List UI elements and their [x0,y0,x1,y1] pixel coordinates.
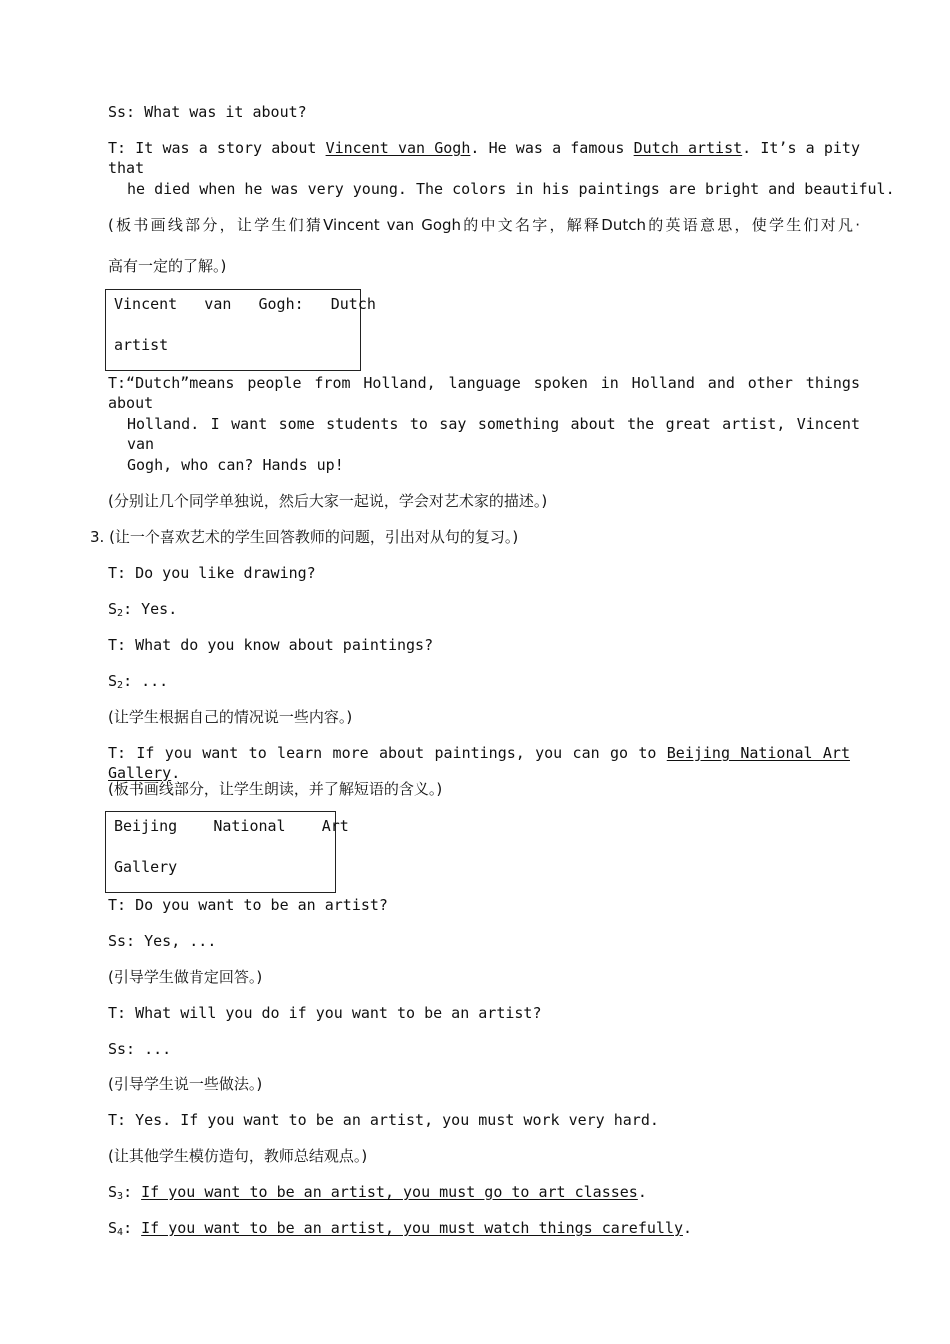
dialogue-line [108,743,850,783]
teaching-note: (板书画线部分，让学生们猜Vincent van Gogh的中文名字，解释Dutch的英语意思，使学生们对凡· [108,216,860,234]
speaker: S [108,1219,118,1237]
teaching-note: (引导学生说一些做法。) [108,1075,263,1093]
text-span: T: It was a story about [108,139,326,157]
speaker-subscript: 2 [117,608,124,619]
teaching-note: (分别让几个同学单独说，然后大家一起说，学会对艺术家的描述。) [108,492,548,510]
speaker-subscript: 4 [117,1227,124,1238]
text-span: : ... [123,672,169,690]
teaching-note: (引导学生做肯定回答。) [108,968,263,986]
text-span: : [123,1183,142,1201]
dialogue-line: T: Do you want to be an artist? [108,896,388,914]
teaching-note: (让其他学生模仿造句，教师总结观点。) [108,1147,368,1165]
teaching-note: 高有一定的了解。) [108,257,227,275]
dialogue-line: Gogh, who can? Hands up! [127,456,344,474]
underlined-term: Beijing National Art Gallery [108,744,850,782]
dialogue-line [108,138,860,178]
speaker: S [108,600,118,618]
teaching-note: (板书画线部分，让学生朗读，并了解短语的含义。) [108,780,443,798]
box-text: artist [114,336,169,354]
dialogue-line: T: What will you do if you want to be an artist? [108,1004,542,1022]
text-span: . [682,1219,693,1237]
box-text: Gallery [114,858,178,876]
blackboard-box [105,289,376,371]
underlined-term: Vincent van Gogh [325,139,471,157]
dialogue-line: Ss: Yes, ... [108,932,217,950]
dialogue-line: T: Yes. If you want to be an artist, you must work very hard. [108,1111,659,1129]
dialogue-line [108,1218,692,1243]
underlined-term: Dutch artist [633,139,743,157]
speaker-subscript: 2 [117,680,124,691]
text-span: T: If you want to learn more about paintings, you can go to [108,744,667,762]
speaker-subscript: 3 [117,1191,124,1202]
dialogue-line [108,671,168,696]
underlined-sentence: If you want to be an artist, you must go to art classes [141,1183,638,1201]
section-heading: 3. (让一个喜欢艺术的学生回答教师的问题，引出对从句的复习。) [90,528,519,546]
underlined-sentence: If you want to be an artist, you must watch things carefully [141,1219,683,1237]
dialogue-line: T:“Dutch”means people from Holland, language spoken in Holland and other things about [108,374,860,412]
speaker: S [108,672,118,690]
teaching-note: (让学生根据自己的情况说一些内容。) [108,708,353,726]
dialogue-line [108,1182,647,1207]
speaker: S [108,1183,118,1201]
dialogue-line: Ss: ... [108,1040,172,1058]
box-text: Vincent van Gogh: Dutch [114,295,376,313]
text-span: . [637,1183,647,1201]
box-text: Beijing National Art [114,817,349,835]
text-span: : [123,1219,142,1237]
blackboard-box [105,811,349,893]
text-span: . It’s a pity that [108,139,860,177]
dialogue-line: T: What do you know about paintings? [108,636,434,654]
dialogue-line: T: Do you like drawing? [108,564,316,582]
dialogue-line: he died when he was very young. The colors in his paintings are bright and beautiful. [127,180,895,198]
text-span: . He was a famous [470,139,634,157]
dialogue-line: Holland. I want some students to say something about the great artist, Vincent van [127,415,860,453]
dialogue-line [108,599,177,624]
text-span: . [171,764,181,782]
text-span: : Yes. [123,600,178,618]
dialogue-line: Ss: What was it about? [108,103,307,121]
